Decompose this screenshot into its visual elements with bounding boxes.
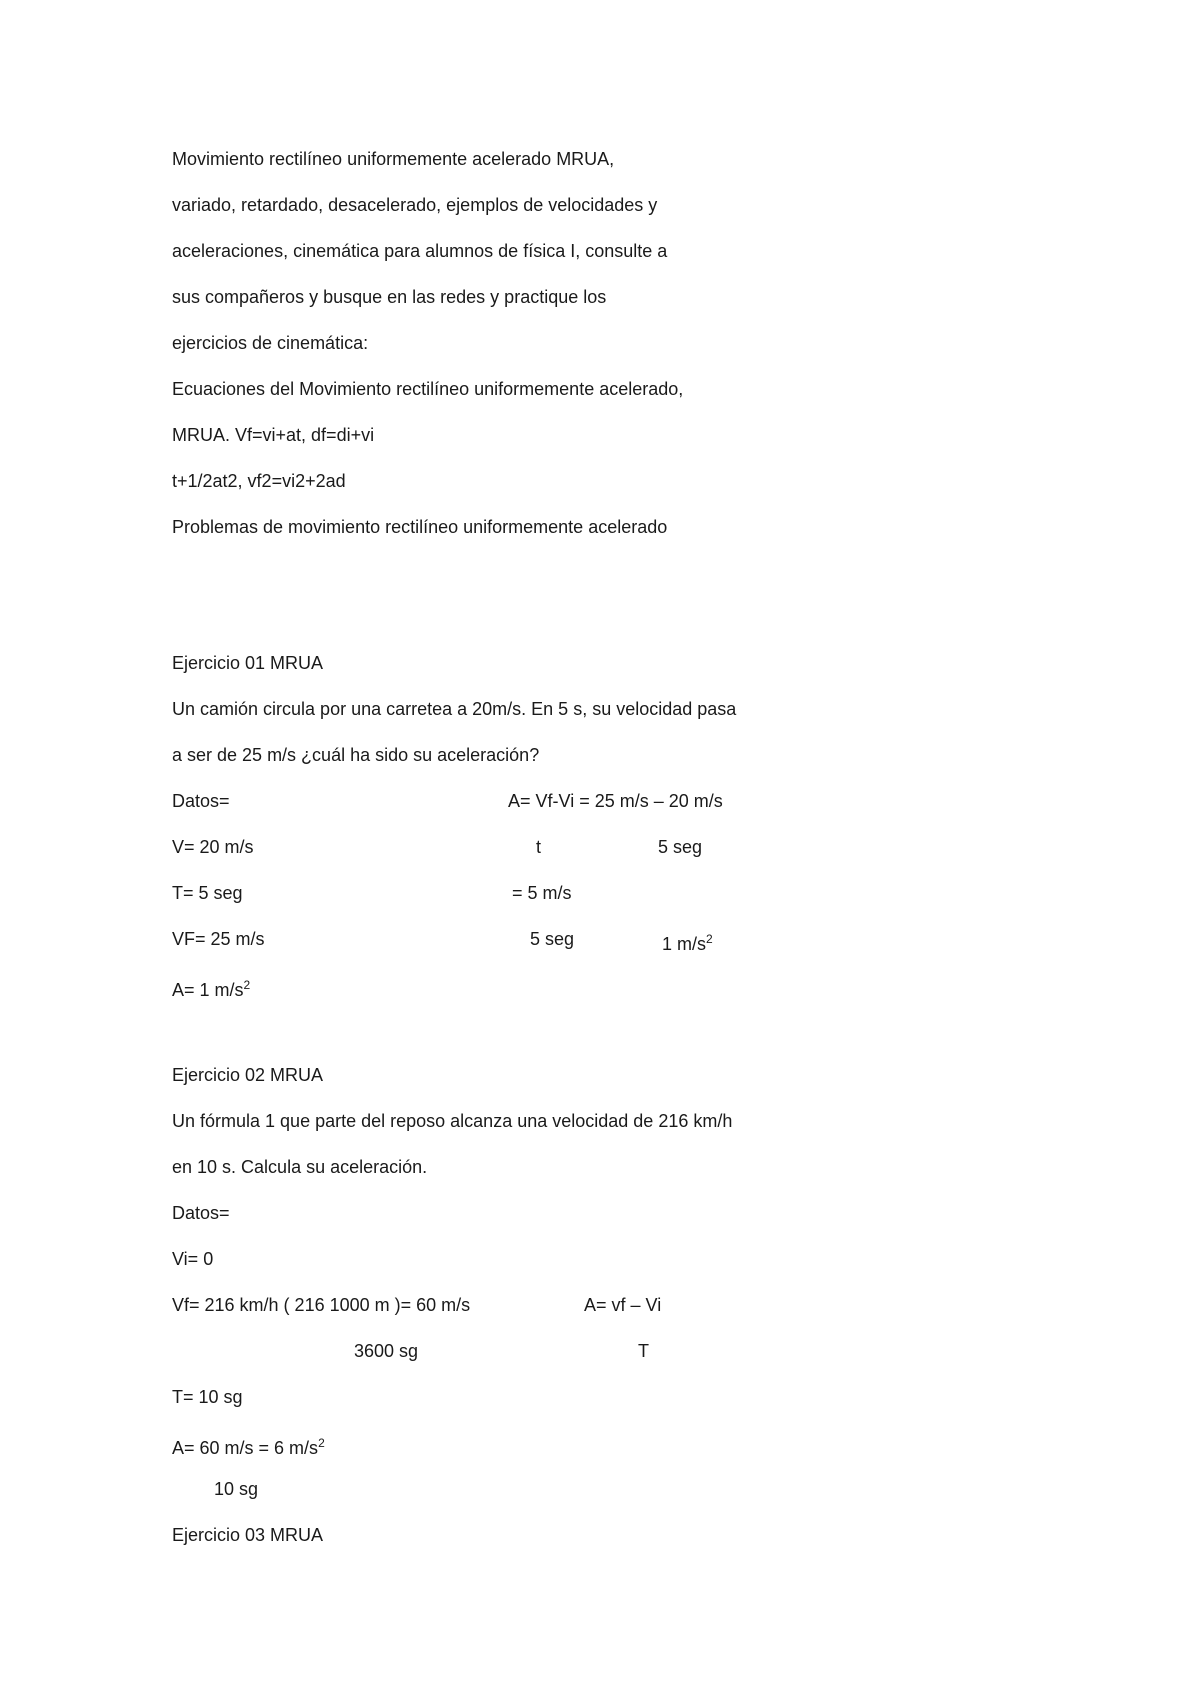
ex2-title: Ejercicio 02 MRUA	[172, 1065, 324, 1085]
intro-line-1: Movimiento rectilíneo uniformemente acelerado MRUA,	[172, 149, 615, 169]
intro-line-4: sus compañeros y busque en las redes y practique los	[172, 287, 607, 307]
ex1-a-exp: 2	[243, 978, 251, 992]
ex2-den-10: 10 sg	[214, 1479, 259, 1499]
intro-line-2: variado, retardado, desacelerado, ejemplos de velocidades y	[172, 195, 658, 215]
ex1-5seg-2: 5 seg	[530, 929, 575, 949]
ex1-result	[662, 928, 713, 955]
ex1-t-denominator: t	[536, 837, 542, 857]
ex1-vf: VF= 25 m/s	[172, 929, 265, 949]
ex2-a-base: A= 60 m/s = 6 m/s	[172, 1438, 319, 1458]
ex2-den-3600: 3600 sg	[354, 1341, 419, 1361]
ex2-statement-1: Un fórmula 1 que parte del reposo alcanza una velocidad de 216 km/h	[172, 1111, 733, 1131]
ex1-statement-2: a ser de 25 m/s ¿cuál ha sido su aceleración?	[172, 745, 540, 765]
ex2-vi: Vi= 0	[172, 1249, 214, 1269]
ex1-eq-5: = 5 m/s	[512, 883, 572, 903]
ex1-formula: A= Vf-Vi = 25 m/s – 20 m/s	[508, 791, 723, 811]
ex1-v: V= 20 m/s	[172, 837, 254, 857]
ex1-result-exp: 2	[706, 932, 713, 946]
ex2-den-T: T	[638, 1341, 649, 1361]
intro-line-7: MRUA. Vf=vi+at, df=di+vi	[172, 425, 375, 445]
ex2-datos: Datos=	[172, 1203, 230, 1223]
ex1-a	[172, 974, 250, 1001]
intro-line-5: ejercicios de cinemática:	[172, 333, 369, 353]
ex1-datos: Datos=	[172, 791, 230, 811]
ex1-a-base: A= 1 m/s	[172, 980, 244, 1000]
ex1-statement-1: Un camión circula por una carretea a 20m/s. En 5 s, su velocidad pasa	[172, 699, 737, 719]
intro-line-6: Ecuaciones del Movimiento rectilíneo uniformemente acelerado,	[172, 379, 684, 399]
ex2-a	[172, 1432, 325, 1459]
ex2-formula: A= vf – Vi	[584, 1295, 662, 1315]
ex1-title: Ejercicio 01 MRUA	[172, 653, 324, 673]
ex1-t: T= 5 seg	[172, 883, 243, 903]
intro-line-9: Problemas de movimiento rectilíneo uniformemente acelerado	[172, 517, 668, 537]
intro-line-3: aceleraciones, cinemática para alumnos de física I, consulte a	[172, 241, 668, 261]
ex2-a-exp: 2	[318, 1436, 325, 1450]
ex2-vf: Vf= 216 km/h ( 216 1000 m )= 60 m/s	[172, 1295, 471, 1315]
intro-line-8: t+1/2at2, vf2=vi2+2ad	[172, 471, 346, 491]
ex2-t: T= 10 sg	[172, 1387, 243, 1407]
ex3-title: Ejercicio 03 MRUA	[172, 1525, 324, 1545]
ex1-result-base: 1 m/s	[662, 934, 707, 954]
ex2-statement-2: en 10 s. Calcula su aceleración.	[172, 1157, 428, 1177]
ex1-5seg-1: 5 seg	[658, 837, 703, 857]
